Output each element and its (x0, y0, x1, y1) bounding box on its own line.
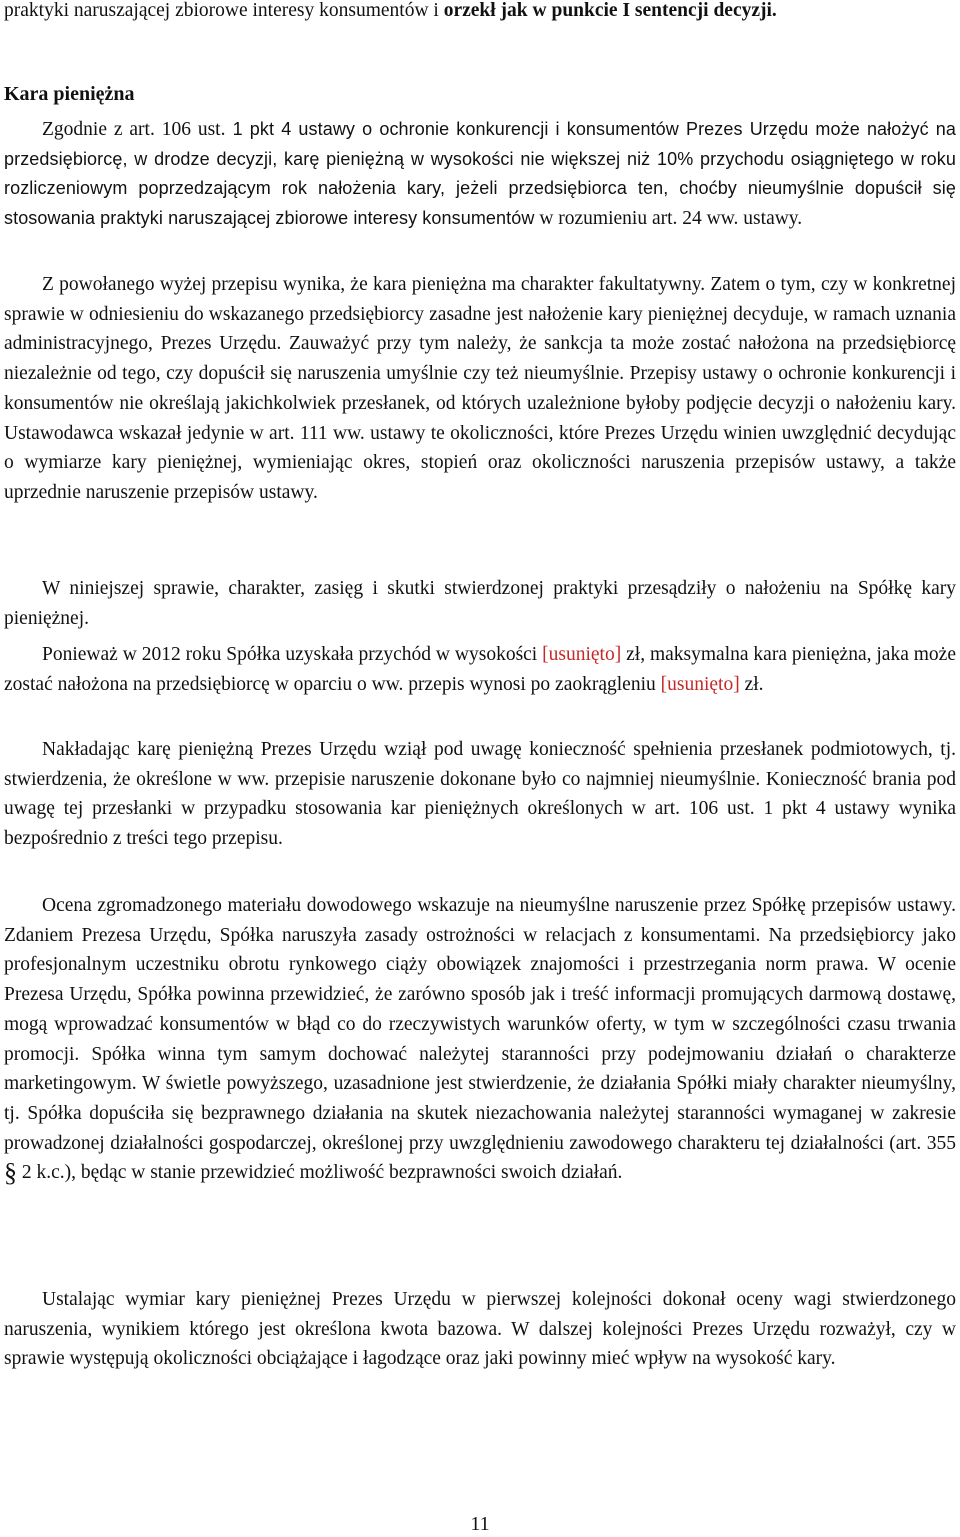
assessment-text-2: 2 k.c.), będąc w stanie przewidzieć możliwość bezprawności swoich działań. (17, 1162, 623, 1184)
revenue-text-2: zł, maksymalna kara pieniężna, jaka może zostać nałożona na przedsiębiorcę w oparciu o ww. przepis wynosi po zaokrągleniu (4, 644, 956, 695)
redacted-amount-1: [usunięto] (542, 644, 622, 665)
penalty-basis-start: Zgodnie z art. 106 ust. (42, 119, 226, 140)
revenue-paragraph (4, 640, 956, 699)
assessment-text-1: Ocena zgromadzonego materiału dowodowego wskazuje na nieumyślne naruszenie przez Spółkę przepisów ustawy. Zdaniem Prezesa Urzędu, Spółka naruszyła zasady ostrożności w relacjach z konsumentami. Na przedsiębiorcy jako profesjonalnym uczestniku obrotu rynkowego ciąży obowiązek znajomości i przestrzegania norm prawa. W ocenie Prezesa Urzędu, Spółka powinna przewidzieć, że zarówno sposób jak i treść informacji promujących darmową dostawę, mogą wprowadzać konsumentów w błąd co do rzeczywistych warunków oferty, w tym w szczególności czasu trwania promocji. Spółka winna tym samym dochować należytej staranności przy podejmowaniu działań o charakterze marketingowym. W świetle powyższego, uzasadnione jest stwierdzenie, że działania Spółki miały charakter nieumyślny, tj. Spółka dopuściła się bezprawnego działania na skutek niezachowania należytej staranności wymaganej w zakresie prowadzonej działalności gospodarczej, określonej przy uwzględnieniu zawodowego charakteru tej działalności (art. 355 (4, 895, 956, 1154)
imposing-paragraph: Nakładając karę pieniężną Prezes Urzędu wziął pod uwagę konieczność spełnienia przesłanek podmiotowych, tj. stwierdzenia, że określone w ww. przepisie naruszenie dokonane było co najmniej nieumyślnie. Konieczność brania pod uwagę tej przesłanki w przypadku stosowania kar pieniężnych określonych w art. 106 ust. 1 pkt 4 ustawy wynika bezpośrednio z treści tego przepisu. (4, 739, 956, 850)
base-amount-paragraph: Ustalając wymiar kary pieniężnej Prezes Urzędu w pierwszej kolejności dokonał oceny wagi stwierdzonego naruszenia, wynikiem którego jest określona kwota bazowa. W dalszej kolejności Prezes Urzędu rozważył, czy w sprawie występują okoliczności obciążające i łagodzące oraz jaki powinny mieć wpływ na wysokość kary. (4, 1289, 956, 1370)
section-heading: Kara pieniężna (4, 83, 135, 105)
facultative-paragraph: Z powołanego wyżej przepisu wynika, że kara pieniężna ma charakter fakultatywny. Zatem o tym, czy w konkretnej sprawie w odniesieniu do wskazanego przedsiębiorcy zasadne jest nałożenie kary pieniężnej decyduje, w ramach uznania administracyjnego, Prezes Urzędu. Zauważyć przy tym należy, że sankcja ta może zostać nałożona na przedsiębiorcę niezależnie od tego, czy dopuścił się naruszenia umyślnie czy też nieumyślnie. Przepisy ustawy o ochronie konkurencji i konsumentów nie określają jakichkolwiek przesłanek, od których uzależnione byłoby podjęcie decyzji o nałożeniu kary. Ustawodawca wskazał jedynie w art. 111 ww. ustawy te okoliczności, które Prezes Urzędu winien uwzględnić decydując o wymiarze kary pieniężnej, wymieniając okres, stopień oraz okoliczności naruszenia przepisów ustawy, a także uprzednie naruszenie przepisów ustawy. (4, 274, 956, 503)
this-case-paragraph: W niniejszej sprawie, charakter, zasięg i skutki stwierdzonej praktyki przesądziły o nałożeniu na Spółkę kary pieniężnej. (4, 578, 956, 629)
intro-text: praktyki naruszającej zbiorowe interesy konsumentów i (4, 0, 444, 21)
penalty-basis-end: w rozumieniu art. 24 ww. ustawy. (534, 208, 803, 230)
page-number: 11 (470, 1513, 490, 1535)
redacted-amount-2: [usunięto] (660, 673, 740, 695)
penalty-basis-body: 1 pkt 4 ustawy o ochronie konkurencji i konsumentów Prezes Urzędu może nałożyć na przedsiębiorcę, w drodze decyzji, karę pieniężną w wysokości nie większej niż 10% przychodu osiągniętego w roku rozliczeniowym poprzedzającym rok nałożenia kary, jeżeli przedsiębiorca ten, choćby nieumyślnie dopuścił się stosowania praktyki naruszającej zbiorowe interesy konsumentów (4, 119, 957, 229)
penalty-basis-paragraph (4, 115, 956, 234)
revenue-text-1: Ponieważ w 2012 roku Spółka uzyskała przychód w wysokości (42, 644, 543, 665)
paragraph-sign: § (4, 1158, 17, 1188)
revenue-text-3: zł. (739, 673, 764, 695)
intro-bold-text: orzekł jak w punkcie I sentencji decyzji. (443, 0, 777, 21)
assessment-paragraph (4, 891, 956, 1188)
intro-paragraph (4, 0, 956, 26)
